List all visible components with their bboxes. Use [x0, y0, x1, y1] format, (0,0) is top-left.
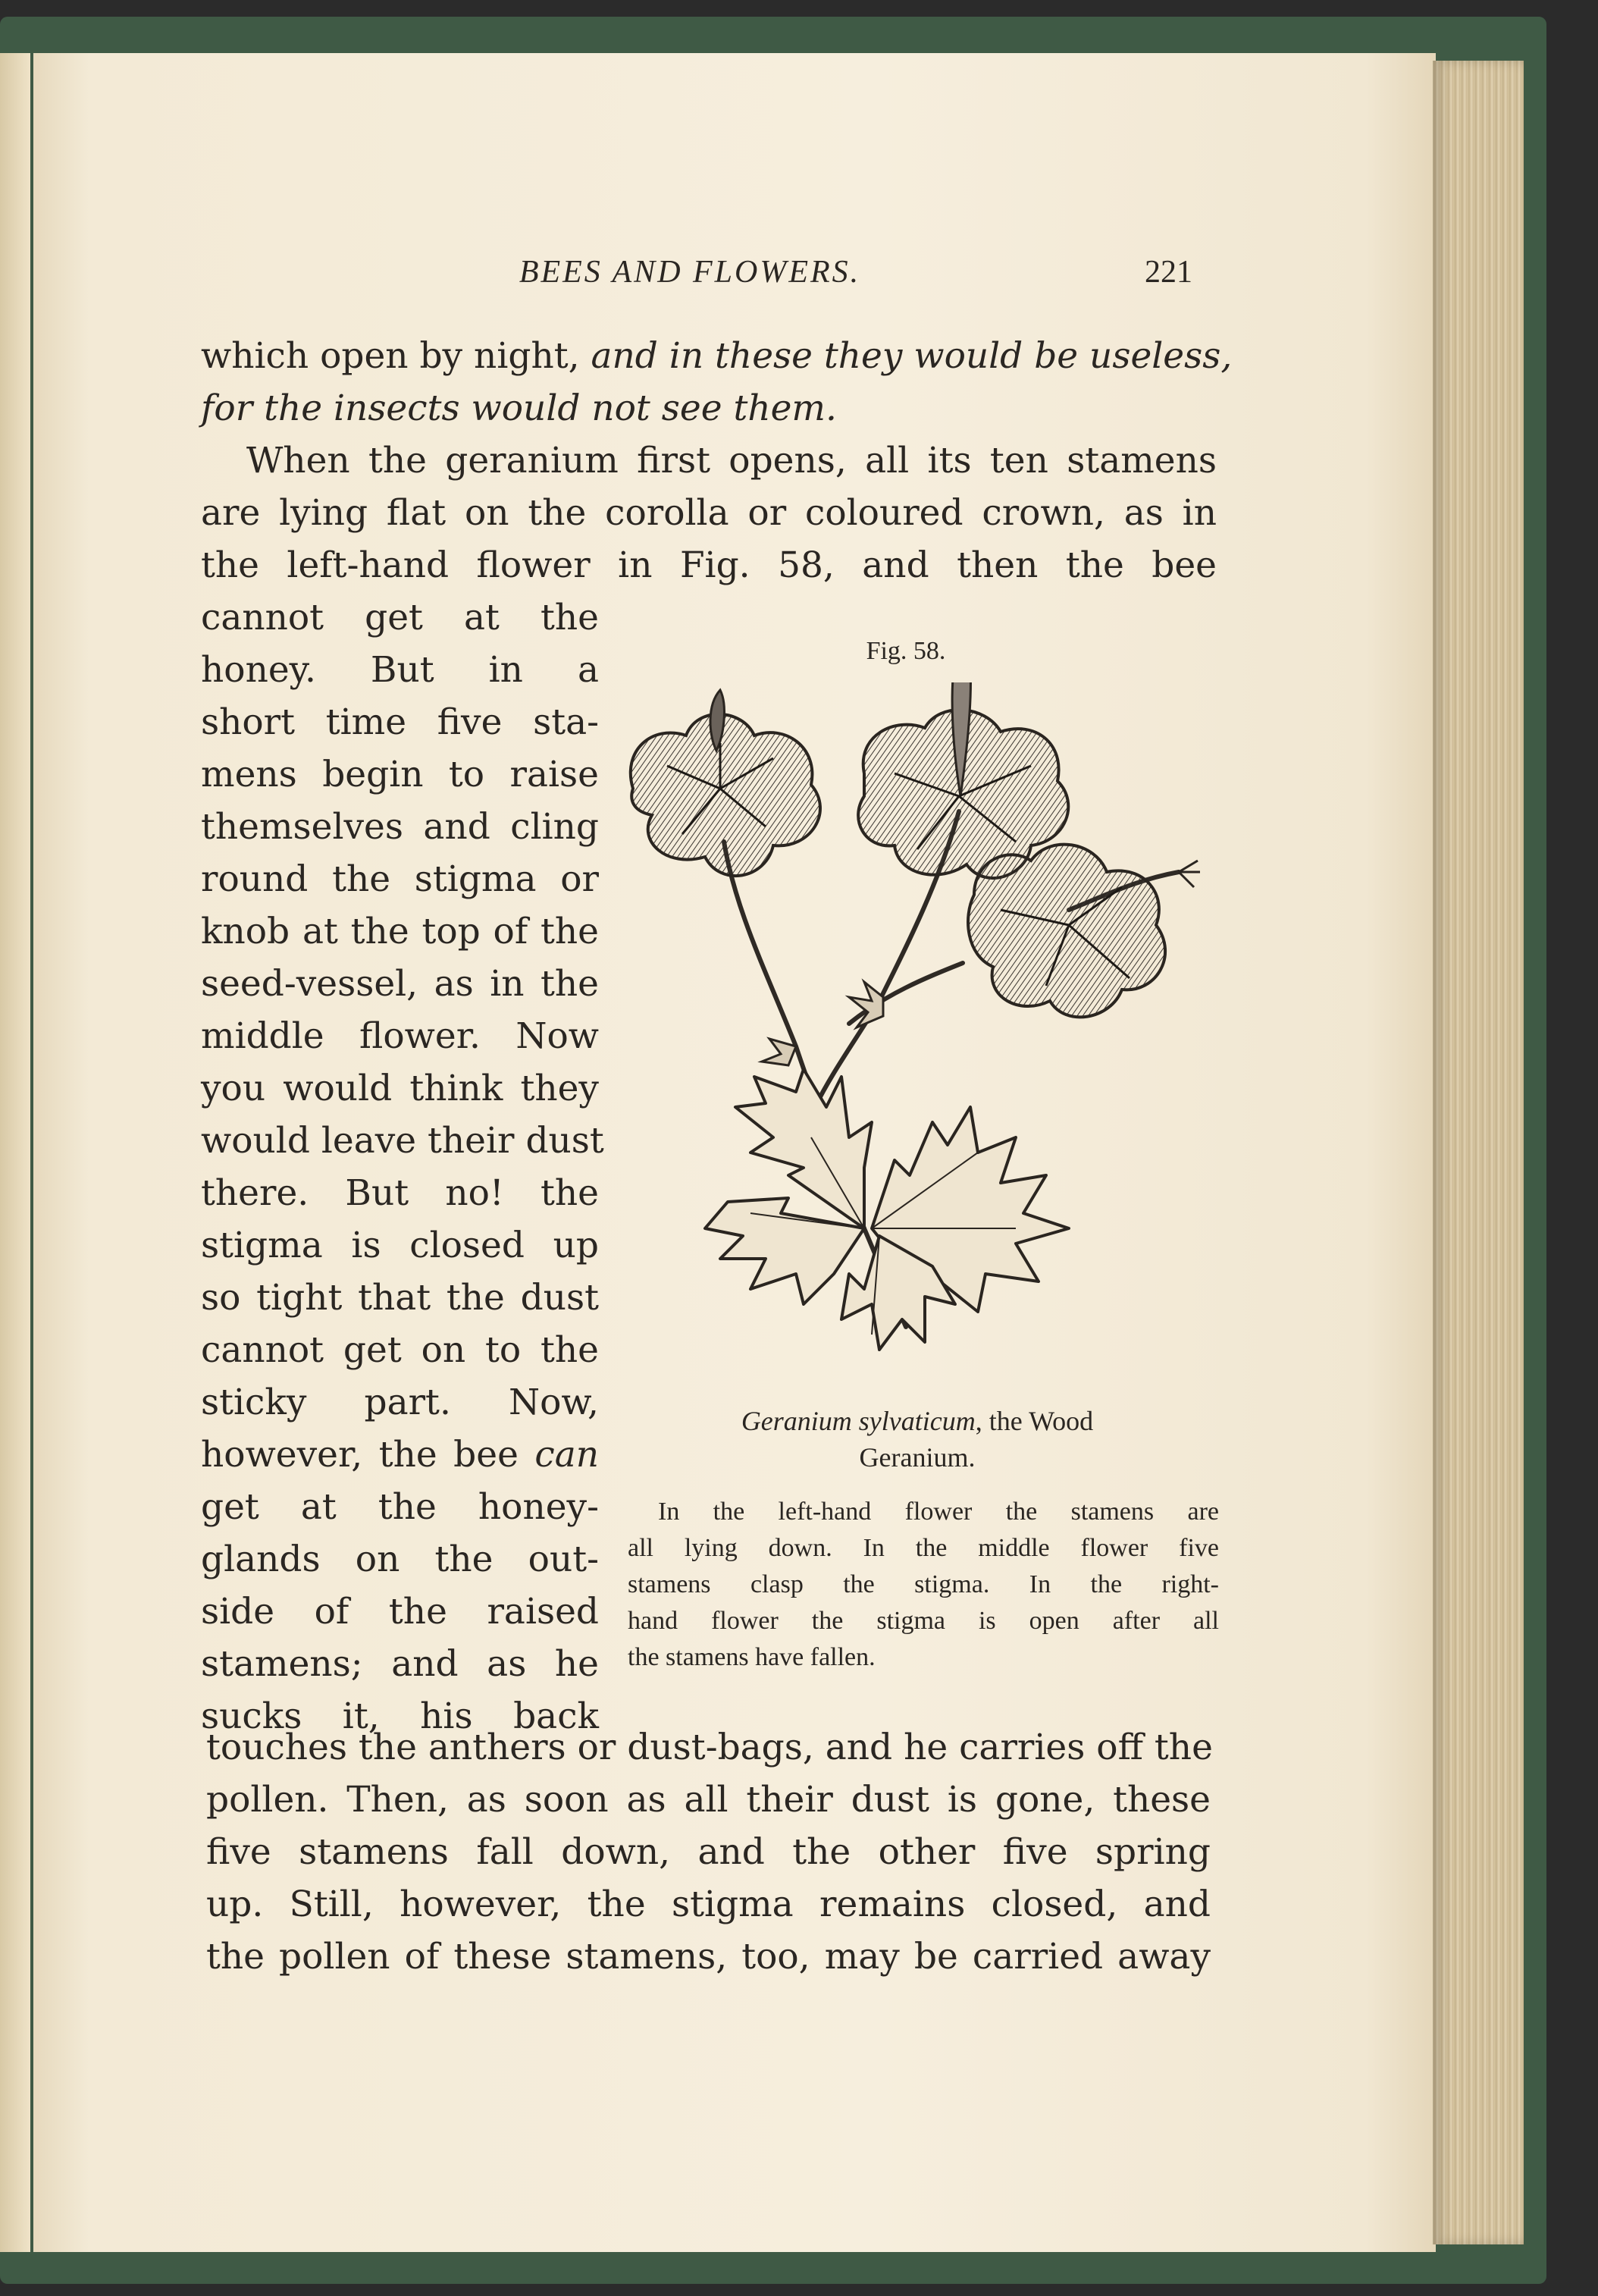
text-line: pollen. Then, as soon as all their dust is gone, these: [206, 1779, 1211, 1821]
right-flower: [968, 845, 1200, 1018]
description-line: stamens clasp the stigma. In the right-: [628, 1570, 1219, 1598]
caption-line: [741, 1406, 1093, 1436]
text-line: sticky part. Now,: [201, 1382, 599, 1423]
text-line: are lying flat on the corolla or coloured crown, as in: [201, 492, 1217, 534]
text-line: When the geranium first opens, all its ten stamens: [246, 440, 1217, 481]
text-line: [201, 1429, 599, 1481]
text-line: honey. But in a: [201, 649, 599, 691]
text-plain: however, the bee: [201, 1434, 535, 1476]
description-line: hand flower the stigma is open after all: [628, 1607, 1219, 1635]
figure: [622, 629, 1228, 1706]
text-line: so tight that the dust: [201, 1277, 599, 1319]
description-line: the stamens have fallen.: [628, 1643, 876, 1671]
paragraph: [201, 434, 1217, 591]
opening-lines: [201, 330, 1233, 434]
text-line: round the stigma or: [201, 858, 599, 900]
text-line: would leave their dust: [201, 1120, 604, 1162]
text-line: sucks it, his back: [201, 1695, 599, 1737]
geranium-illustration: [622, 682, 1213, 1395]
facing-page-edge: [0, 53, 30, 2252]
text-line: the pollen of these stamens, too, may be carried away: [206, 1936, 1211, 1978]
text-line: touches the anthers or dust-bags, and he carries off the: [206, 1727, 1213, 1768]
text-plain: which open by night,: [201, 335, 591, 377]
text-line: glands on the out-: [201, 1539, 599, 1580]
caption-rest: , the Wood: [975, 1406, 1094, 1436]
running-head: [0, 246, 1598, 300]
running-title: BEES AND FLOWERS.: [519, 255, 861, 290]
caption-line: Geranium.: [859, 1442, 976, 1473]
text-line: you would think they: [201, 1068, 599, 1109]
text-line: mens begin to raise: [201, 754, 599, 795]
description-line: In the left-hand flower the stamens are: [658, 1498, 1219, 1526]
middle-flower: [858, 682, 1068, 878]
page-edges: [1433, 61, 1524, 2244]
wrapped-column: [201, 591, 604, 1742]
figure-caption: [622, 1403, 1213, 1476]
text-line: seed-vessel, as in the: [201, 963, 599, 1005]
closing-lines: [206, 1721, 1211, 1983]
figure-label: Fig. 58.: [866, 637, 946, 665]
text-line: middle flower. Now: [201, 1015, 599, 1057]
page-number: 221: [1145, 255, 1192, 290]
caption-species: Geranium sylvaticum: [741, 1406, 976, 1436]
text-italic: and in these they would be useless,: [591, 335, 1233, 377]
text-line: cannot get at the: [201, 597, 599, 638]
text-line: five stamens fall down, and the other five spring: [206, 1831, 1211, 1873]
text-line: [201, 330, 1233, 382]
text-line: get at the honey-: [201, 1486, 599, 1528]
text-line: cannot get on to the: [201, 1329, 599, 1371]
figure-description: [628, 1494, 1219, 1676]
text-line: knob at the top of the: [201, 911, 599, 952]
text-line: stigma is closed up: [201, 1225, 599, 1266]
text-italic: can: [534, 1434, 599, 1476]
text-line: short time five sta-: [201, 701, 599, 743]
text-line: the left-hand flower in Fig. 58, and then the bee: [201, 544, 1217, 586]
text-line: there. But no! the: [201, 1172, 599, 1214]
text-line: side of the raised: [201, 1591, 599, 1633]
description-line: all lying down. In the middle flower five: [628, 1534, 1219, 1562]
text-line: [201, 382, 1217, 434]
left-flower: [631, 690, 820, 876]
leaves: [705, 1069, 1069, 1350]
text-italic: for the insects would not see them.: [201, 387, 837, 429]
text-line: themselves and cling: [201, 806, 599, 848]
text-line: stamens; and as he: [201, 1643, 599, 1685]
text-line: up. Still, however, the stigma remains closed, and: [206, 1884, 1211, 1925]
